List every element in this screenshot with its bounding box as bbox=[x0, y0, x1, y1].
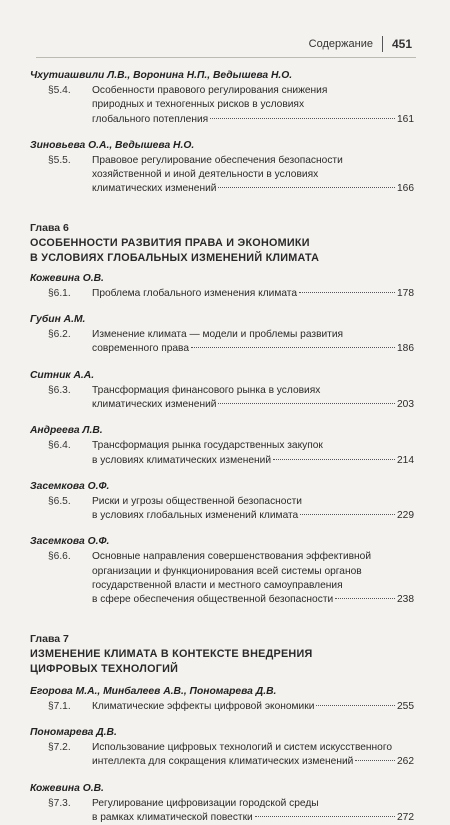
entry-title-line: глобального потепления bbox=[92, 113, 209, 125]
dot-leader bbox=[300, 514, 395, 515]
entry-page-number: 262 bbox=[397, 756, 414, 768]
header-section-title: Содержание bbox=[308, 38, 373, 50]
entry-title-line: государственной власти и местного самоуправления bbox=[92, 580, 343, 592]
entry-page-number: 272 bbox=[397, 811, 414, 823]
author-line: Засемкова О.Ф. bbox=[30, 480, 110, 492]
section-number: §6.1. bbox=[48, 287, 71, 299]
entry-title-line: Трансформация финансового рынка в условиях bbox=[92, 384, 321, 396]
author-line: Егорова М.А., Минбалеев А.В., Пономарева Д.В. bbox=[30, 685, 277, 697]
entry-page-number: 203 bbox=[397, 398, 414, 410]
entry-title-line: Трансформация рынка государственных закупок bbox=[92, 440, 323, 452]
author-line: Засемкова О.Ф. bbox=[30, 536, 110, 548]
entry-page-number: 238 bbox=[397, 594, 414, 606]
entry-page-number: 229 bbox=[397, 510, 414, 522]
entry-title-line: Основные направления совершенствования эффективной bbox=[92, 551, 372, 563]
entry-page-number: 255 bbox=[397, 700, 414, 712]
author-line: Губин А.М. bbox=[30, 314, 86, 326]
author-line: Зиновьева О.А., Ведышева Н.О. bbox=[30, 139, 195, 151]
toc-entry[interactable] bbox=[30, 384, 414, 413]
author-line: Ситник А.А. bbox=[30, 369, 95, 381]
section-number: §6.6. bbox=[48, 551, 71, 563]
toc-entry[interactable] bbox=[30, 741, 414, 770]
entry-title-line: Проблема глобального изменения климата bbox=[92, 287, 298, 299]
entry-title-line: Климатические эффекты цифровой экономики bbox=[92, 700, 315, 712]
dot-leader bbox=[299, 292, 395, 293]
entry-title-line: в условиях климатических изменений bbox=[92, 454, 272, 466]
author-line: Кожевина О.В. bbox=[30, 272, 104, 284]
toc-entry[interactable] bbox=[30, 700, 414, 714]
toc-entry[interactable] bbox=[30, 84, 414, 127]
dot-leader bbox=[255, 816, 395, 817]
entry-page-number: 161 bbox=[397, 113, 414, 125]
dot-leader bbox=[273, 459, 395, 460]
header-rule bbox=[36, 57, 416, 58]
section-number: §6.3. bbox=[48, 384, 71, 396]
author-line: Пономарева Д.В. bbox=[30, 726, 117, 738]
entry-title-line: в сфере обеспечения общественной безопасности bbox=[92, 594, 334, 606]
section-number: §6.5. bbox=[48, 495, 71, 507]
toc-entry[interactable] bbox=[30, 154, 414, 197]
dot-leader bbox=[218, 403, 395, 404]
toc-entry[interactable] bbox=[30, 550, 414, 607]
entry-title-line: в рамках климатической повестки bbox=[92, 811, 253, 823]
entry-title-line: Использование цифровых технологий и систем искусственного bbox=[92, 741, 393, 753]
entry-page-number: 186 bbox=[397, 343, 414, 355]
section-number: §7.1. bbox=[48, 700, 71, 712]
entry-title-line: Правовое регулирование обеспечения безопасности bbox=[92, 154, 343, 166]
chapter-title-line[interactable]: ИЗМЕНЕНИЕ КЛИМАТА В КОНТЕКСТЕ ВНЕДРЕНИЯ bbox=[30, 647, 313, 660]
toc-content bbox=[30, 60, 414, 825]
entry-title-line: современного права bbox=[92, 343, 190, 355]
section-number: §7.3. bbox=[48, 797, 71, 809]
author-line: Кожевина О.В. bbox=[30, 782, 104, 794]
entry-title-line: Особенности правового регулирования снижения bbox=[92, 85, 328, 96]
dot-leader bbox=[335, 598, 395, 599]
toc-entry[interactable] bbox=[30, 797, 414, 825]
entry-page-number: 214 bbox=[397, 454, 414, 466]
entry-title-line: хозяйственной и иной деятельности в условиях bbox=[92, 169, 319, 181]
running-header bbox=[309, 36, 412, 52]
entry-title-line: климатических изменений bbox=[92, 398, 217, 410]
entry-title-line: организации и функционирования всей системы органов bbox=[92, 565, 362, 577]
dot-leader bbox=[218, 187, 395, 188]
entry-title-line: Регулирование цифровизации городской среды bbox=[92, 797, 319, 809]
section-number: §6.4. bbox=[48, 440, 71, 452]
author-line: Андреева Л.В. bbox=[30, 425, 103, 437]
entry-title-line: интеллекта для сокращения климатических изменений bbox=[92, 756, 354, 768]
chapter-label: Глава 7 bbox=[30, 632, 69, 645]
entry-page-number: 178 bbox=[397, 287, 414, 299]
entry-title-line: климатических изменений bbox=[92, 183, 217, 195]
section-number: §5.4. bbox=[48, 85, 71, 96]
header-page-number: 451 bbox=[391, 37, 412, 51]
entry-title-line: природных и техногенных рисков в условиях bbox=[92, 99, 305, 111]
toc-entry[interactable] bbox=[30, 495, 414, 524]
entry-title-line: Риски и угрозы общественной безопасности bbox=[92, 495, 302, 507]
chapter-title-line[interactable]: ЦИФРОВЫХ ТЕХНОЛОГИЙ bbox=[30, 663, 179, 676]
dot-leader bbox=[355, 760, 395, 761]
toc-entry[interactable] bbox=[30, 439, 414, 468]
dot-leader bbox=[210, 118, 395, 119]
chapter-title-line[interactable]: ОСОБЕННОСТИ РАЗВИТИЯ ПРАВА И ЭКОНОМИКИ bbox=[30, 236, 310, 249]
toc-entry[interactable] bbox=[30, 328, 414, 357]
entry-title-line: в условиях глобальных изменений климата bbox=[92, 510, 299, 522]
section-number: §6.2. bbox=[48, 329, 71, 341]
section-number: §5.5. bbox=[48, 154, 71, 166]
entry-page-number: 166 bbox=[397, 183, 414, 195]
entry-title-line: Изменение климата — модели и проблемы развития bbox=[92, 329, 344, 341]
dot-leader bbox=[316, 705, 395, 706]
section-number: §7.2. bbox=[48, 741, 71, 753]
author-line: Чхутиашвили Л.В., Воронина Н.П., Ведышева Н.О. bbox=[30, 70, 293, 81]
dot-leader bbox=[191, 347, 395, 348]
chapter-title-line[interactable]: В УСЛОВИЯХ ГЛОБАЛЬНЫХ ИЗМЕНЕНИЙ КЛИМАТА bbox=[30, 252, 320, 265]
chapter-label: Глава 6 bbox=[30, 221, 69, 234]
header-divider bbox=[382, 36, 383, 52]
toc-entry[interactable] bbox=[30, 287, 414, 301]
